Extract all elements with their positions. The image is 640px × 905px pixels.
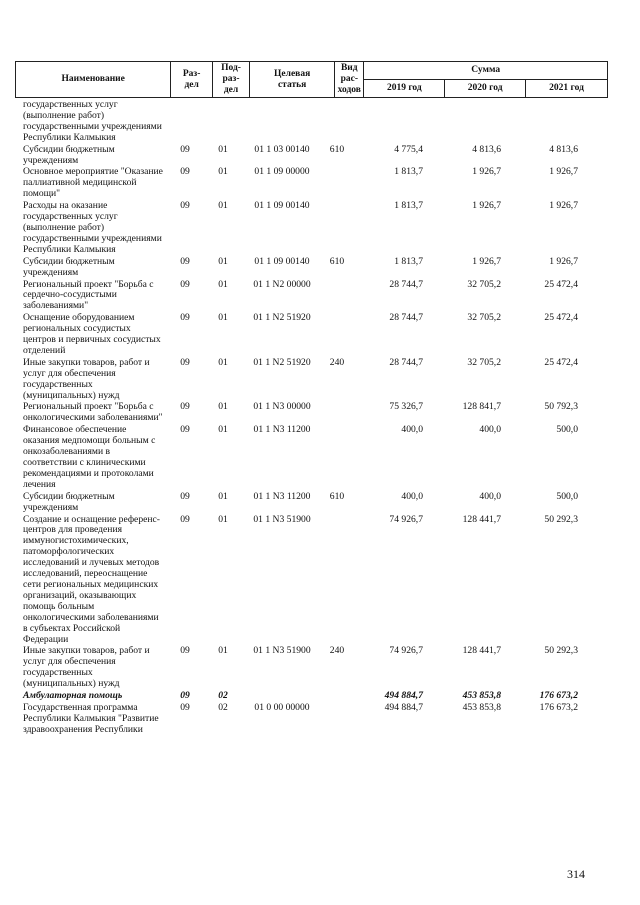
cell-cs: 01 0 00 00000 — [254, 701, 310, 713]
table-body — [15, 100, 608, 737]
cell-v2021: 1 926,7 — [549, 200, 578, 212]
cell-pr: 01 — [218, 424, 228, 436]
cell-vr: 240 — [329, 356, 345, 368]
header-tselevaya: Целевая статья — [250, 62, 335, 98]
cell-v2019: 28 744,7 — [389, 356, 423, 368]
cell-v2019: 4 775,4 — [394, 143, 423, 155]
table-row — [15, 691, 608, 702]
cell-v2021: 500,0 — [556, 490, 578, 502]
cell-v2019: 400,0 — [401, 490, 423, 502]
cell-cs: 01 1 N3 00000 — [253, 401, 311, 413]
cell-rz: 09 — [180, 490, 190, 502]
cell-name: Субсидии бюджетным учреждениям — [23, 143, 115, 166]
cell-v2020: 32 705,2 — [467, 356, 501, 368]
cell-cs: 01 1 N3 51900 — [253, 513, 311, 525]
cell-v2021: 176 673,2 — [539, 690, 578, 702]
cell-cs: 01 1 N2 51920 — [253, 356, 311, 368]
cell-v2019: 1 813,7 — [394, 200, 423, 212]
cell-v2020: 400,0 — [479, 490, 501, 502]
cell-rz: 09 — [180, 701, 190, 713]
header-2019: 2019 год — [364, 80, 445, 98]
cell-v2021: 25 472,4 — [544, 312, 578, 324]
cell-name: Субсидии бюджетным учреждениям — [23, 255, 115, 278]
table-row — [15, 425, 608, 490]
cell-pr: 01 — [218, 200, 228, 212]
cell-name: Оснащение оборудованием региональных сосудистых центров и первичных сосудистых отделений — [23, 312, 161, 356]
cell-rz: 09 — [180, 200, 190, 212]
cell-name: Региональный проект "Борьба с сердечно-сосудистыми заболеваниями" — [23, 278, 154, 312]
cell-pr: 01 — [218, 312, 228, 324]
cell-name: Основное мероприятие "Оказание паллиативной медицинской помощи" — [23, 166, 163, 200]
cell-rz: 09 — [180, 424, 190, 436]
cell-name: Иные закупки товаров, работ и услуг для обеспечения государственных (муниципальных) нужд — [23, 356, 150, 401]
cell-rz: 09 — [180, 278, 190, 290]
table-row — [15, 492, 608, 514]
header-razdel: Раз- дел — [171, 62, 212, 98]
cell-v2019: 400,0 — [401, 424, 423, 436]
cell-v2021: 25 472,4 — [544, 356, 578, 368]
cell-v2021: 1 926,7 — [549, 255, 578, 267]
cell-rz: 09 — [180, 401, 190, 413]
cell-rz: 09 — [180, 143, 190, 155]
cell-v2019: 1 813,7 — [394, 166, 423, 178]
cell-v2020: 453 853,8 — [462, 690, 501, 702]
cell-pr: 01 — [218, 255, 228, 267]
header-vid: Вид рас- ходов — [335, 62, 364, 98]
cell-v2020: 1 926,7 — [472, 255, 501, 267]
cell-vr: 610 — [329, 490, 345, 502]
table-row — [15, 646, 608, 690]
cell-v2021: 50 292,3 — [544, 645, 578, 657]
table-row — [15, 402, 608, 424]
cell-pr: 01 — [218, 490, 228, 502]
cell-v2021: 1 926,7 — [549, 166, 578, 178]
cell-v2020: 32 705,2 — [467, 312, 501, 324]
cell-cs: 01 1 09 00140 — [254, 200, 310, 212]
cell-v2019: 74 926,7 — [389, 645, 423, 657]
cell-v2020: 400,0 — [479, 424, 501, 436]
cell-pr: 01 — [218, 513, 228, 525]
table-row — [15, 358, 608, 402]
cell-v2020: 32 705,2 — [467, 278, 501, 290]
cell-pr: 02 — [218, 690, 228, 702]
cell-cs: 01 1 09 00000 — [254, 166, 310, 178]
cell-pr: 01 — [218, 143, 228, 155]
cell-name: Субсидии бюджетным учреждениям — [23, 490, 115, 513]
cell-pr: 01 — [218, 166, 228, 178]
cell-v2021: 4 813,6 — [549, 143, 578, 155]
cell-cs: 01 1 N3 11200 — [253, 490, 311, 502]
cell-v2021: 50 792,3 — [544, 401, 578, 413]
table-row — [15, 167, 608, 200]
table-row — [15, 515, 608, 646]
cell-name: Государственная программа Республики Калмыкия "Развитие здравоохранения Республики — [23, 701, 159, 735]
cell-v2020: 1 926,7 — [472, 200, 501, 212]
cell-v2019: 75 326,7 — [389, 401, 423, 413]
cell-v2021: 176 673,2 — [539, 701, 578, 713]
cell-v2021: 25 472,4 — [544, 278, 578, 290]
cell-rz: 09 — [180, 513, 190, 525]
cell-v2019: 28 744,7 — [389, 278, 423, 290]
cell-v2019: 494 884,7 — [384, 701, 423, 713]
cell-rz: 09 — [180, 645, 190, 657]
cell-name: Региональный проект "Борьба с онкологическими заболеваниями" — [23, 401, 163, 424]
cell-v2020: 1 926,7 — [472, 166, 501, 178]
cell-name: государственных услуг (выполнение работ) государственными учреждениями Республики Калмыкия — [23, 99, 162, 143]
cell-rz: 09 — [180, 312, 190, 324]
cell-v2021: 500,0 — [556, 424, 578, 436]
cell-v2020: 128 841,7 — [462, 401, 501, 413]
header-2021: 2021 год — [526, 80, 608, 98]
cell-cs: 01 1 09 00140 — [254, 255, 310, 267]
table-row — [15, 257, 608, 279]
cell-cs: 01 1 03 00140 — [254, 143, 310, 155]
cell-v2021: 50 292,3 — [544, 513, 578, 525]
cell-cs: 01 1 N2 51920 — [253, 312, 311, 324]
table-header — [15, 61, 608, 98]
cell-name: Создание и оснащение референс-центров для проведения иммуногистохимических, патоморфологических исследований и лучевых методов исследований, переоснащение сети региональных медицинских организаций, оказывающих помощь больным онкологическими заболеваниями в субъектах Российской Федерации — [23, 513, 160, 645]
cell-v2020: 4 813,6 — [472, 143, 501, 155]
cell-rz: 09 — [180, 690, 190, 702]
cell-v2020: 128 441,7 — [462, 513, 501, 525]
cell-pr: 01 — [218, 645, 228, 657]
cell-v2019: 494 884,7 — [384, 690, 423, 702]
header-summa: Сумма — [364, 62, 608, 80]
cell-name: Финансовое обеспечение оказания медпомощи больным с онкозаболеваниями в соответствии с клиническими рекомендациями и протоколами лечения — [23, 424, 156, 490]
table-row — [15, 201, 608, 256]
cell-name: Расходы на оказание государственных услуг (выполнение работ) государственными учреждениями Республики Калмыкия — [23, 200, 162, 255]
cell-rz: 09 — [180, 166, 190, 178]
table-row — [15, 313, 608, 357]
cell-pr: 01 — [218, 356, 228, 368]
table-row — [15, 703, 608, 736]
cell-cs: 01 1 N3 51900 — [253, 645, 311, 657]
table-row — [15, 100, 608, 144]
cell-name: Амбулаторная помощь — [23, 690, 123, 702]
cell-v2020: 453 853,8 — [462, 701, 501, 713]
table-row — [15, 145, 608, 167]
header-podrazdel: Под- раз- дел — [212, 62, 249, 98]
cell-pr: 01 — [218, 278, 228, 290]
header-name: Наименование — [16, 62, 171, 98]
cell-pr: 02 — [218, 701, 228, 713]
cell-rz: 09 — [180, 356, 190, 368]
cell-v2019: 1 813,7 — [394, 255, 423, 267]
header-2020: 2020 год — [445, 80, 526, 98]
cell-v2020: 128 441,7 — [462, 645, 501, 657]
page-number: 314 — [567, 867, 585, 881]
table-row — [15, 280, 608, 313]
cell-cs: 01 1 N3 11200 — [253, 424, 311, 436]
cell-v2019: 28 744,7 — [389, 312, 423, 324]
cell-vr: 610 — [329, 255, 345, 267]
cell-pr: 01 — [218, 401, 228, 413]
cell-vr: 240 — [329, 645, 345, 657]
cell-vr: 610 — [329, 143, 345, 155]
cell-cs: 01 1 N2 00000 — [253, 278, 311, 290]
cell-v2019: 74 926,7 — [389, 513, 423, 525]
cell-rz: 09 — [180, 255, 190, 267]
cell-name: Иные закупки товаров, работ и услуг для обеспечения государственных (муниципальных) нужд — [23, 645, 150, 690]
